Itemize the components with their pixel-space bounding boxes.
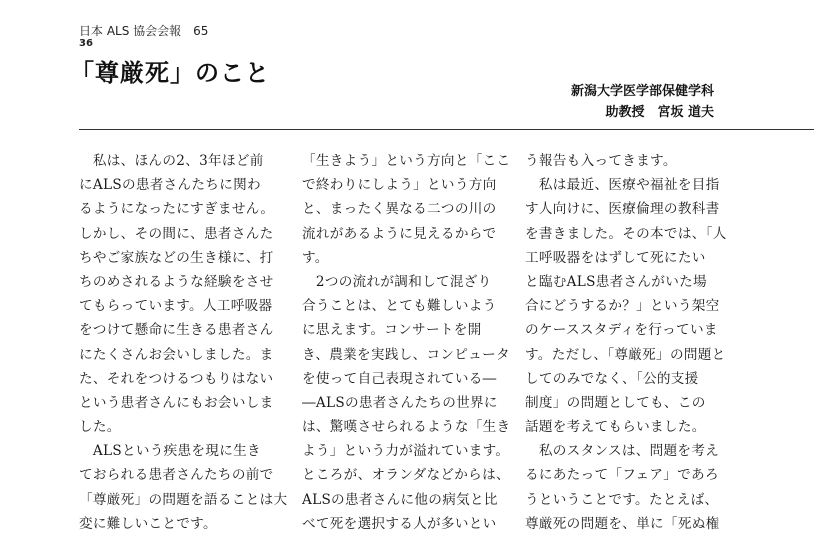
text-line: 工呼吸器をはずして死にたい (525, 249, 706, 266)
text-line: しかし、その間に、患者さんた (79, 225, 274, 242)
text-line: 「生きよう」という方向と「ここ (302, 153, 511, 169)
text-line: 尊厳死の問題を、単に「死ぬ権 (525, 515, 720, 532)
text-line: に思えます。コンサートを開 (302, 322, 482, 339)
text-line: ちやご家族などの生き様に、打 (79, 249, 274, 266)
author-name: 宮坂 道夫 (657, 105, 714, 120)
text-line: るようになったにすぎません。 (79, 201, 275, 218)
text-line: 合にどうするか？」という架空 (525, 298, 720, 315)
text-line: よう」という力が溢れています。 (302, 443, 510, 460)
article-title: 「尊厳死」のこと (70, 58, 270, 87)
text-line: ―ALSの患者さんたちの世界に (302, 394, 498, 411)
text-line: ておられる患者さんたちの前で (79, 467, 274, 484)
text-line: 制度」の問題としても、この (525, 394, 706, 411)
text-line: 合うことは、とても難しいよう (302, 298, 497, 315)
text-line: は、驚嘆させられるような「生き (302, 419, 511, 436)
text-line: き、農業を実践し、コンピュータ (302, 346, 510, 363)
text-line: べて死を選択する人が多いとい (302, 515, 497, 532)
text-line: 2つの流れが調和して混ざり (302, 273, 492, 290)
text-line: てもらっています。人工呼吸器 (79, 298, 273, 315)
text-line: 話題を考えてもらいました。 (525, 419, 706, 436)
journal-header: 日本 ALS 協会会報 65 (79, 24, 209, 38)
author-affiliation: 新潟大学医学部保健学科 (570, 84, 714, 99)
text-line: で終わりにしよう」という方向 (302, 177, 497, 194)
text-line: にたくさんお会いしました。ま (79, 346, 274, 363)
text-column-3 (525, 149, 727, 536)
text-line: ところが、オランダなどからは、 (302, 467, 510, 484)
text-line: た、それをつけるつもりはない (79, 370, 274, 387)
text-line: 「尊厳死」の問題を語ることは大 (79, 491, 288, 508)
text-line: す人向けに、医療倫理の教科書 (525, 201, 720, 218)
text-line: を書きました。その本では、「人 (525, 225, 727, 242)
text-line: ALSという疾患を現に生き (79, 443, 261, 460)
text-column-2 (302, 149, 511, 536)
text-line: 私は、ほんの2、3年ほど前 (79, 153, 264, 169)
text-line: す。 (302, 249, 329, 266)
text-line: してのみでなく、「公的支援 (525, 370, 699, 387)
text-line: のケーススタディを行っていま (525, 322, 718, 339)
text-line: にALSの患者さんたちに関わ (79, 177, 261, 194)
author-spacer (644, 105, 657, 120)
text-line: うということです。たとえば、 (525, 491, 719, 508)
text-line: 流れがあるように見えるからで (302, 225, 497, 242)
text-line: を使って自己表現されている― (302, 370, 497, 387)
header-divider (79, 129, 814, 130)
author-role: 助教授 (605, 105, 645, 120)
text-line: 変に難しいことです。 (79, 515, 217, 532)
author-line (605, 104, 714, 122)
page-number: 36 (79, 38, 93, 49)
text-line: と臨むALS患者さんがいた場 (525, 273, 707, 290)
text-line: と、まったく異なる二つの川の (302, 201, 497, 218)
text-line: 私は最近、医療や福祉を目指 (525, 177, 720, 194)
text-line: をつけて懸命に生きる患者さん (79, 322, 274, 339)
text-line: ちのめされるような経験をさせ (79, 273, 274, 290)
text-line: るにあたって「フェア」であろ (525, 467, 719, 484)
text-line: した。 (79, 419, 121, 436)
text-line: 私のスタンスは、問題を考え (525, 443, 720, 460)
text-line: う報告も入ってきます。 (525, 153, 677, 169)
text-line: という患者さんにもお会いしま (79, 394, 274, 411)
text-column-1 (79, 149, 288, 536)
text-line: ALSの患者さんに他の病気と比 (302, 491, 498, 508)
text-line: す。ただし、「尊厳死」の問題と (525, 346, 726, 363)
